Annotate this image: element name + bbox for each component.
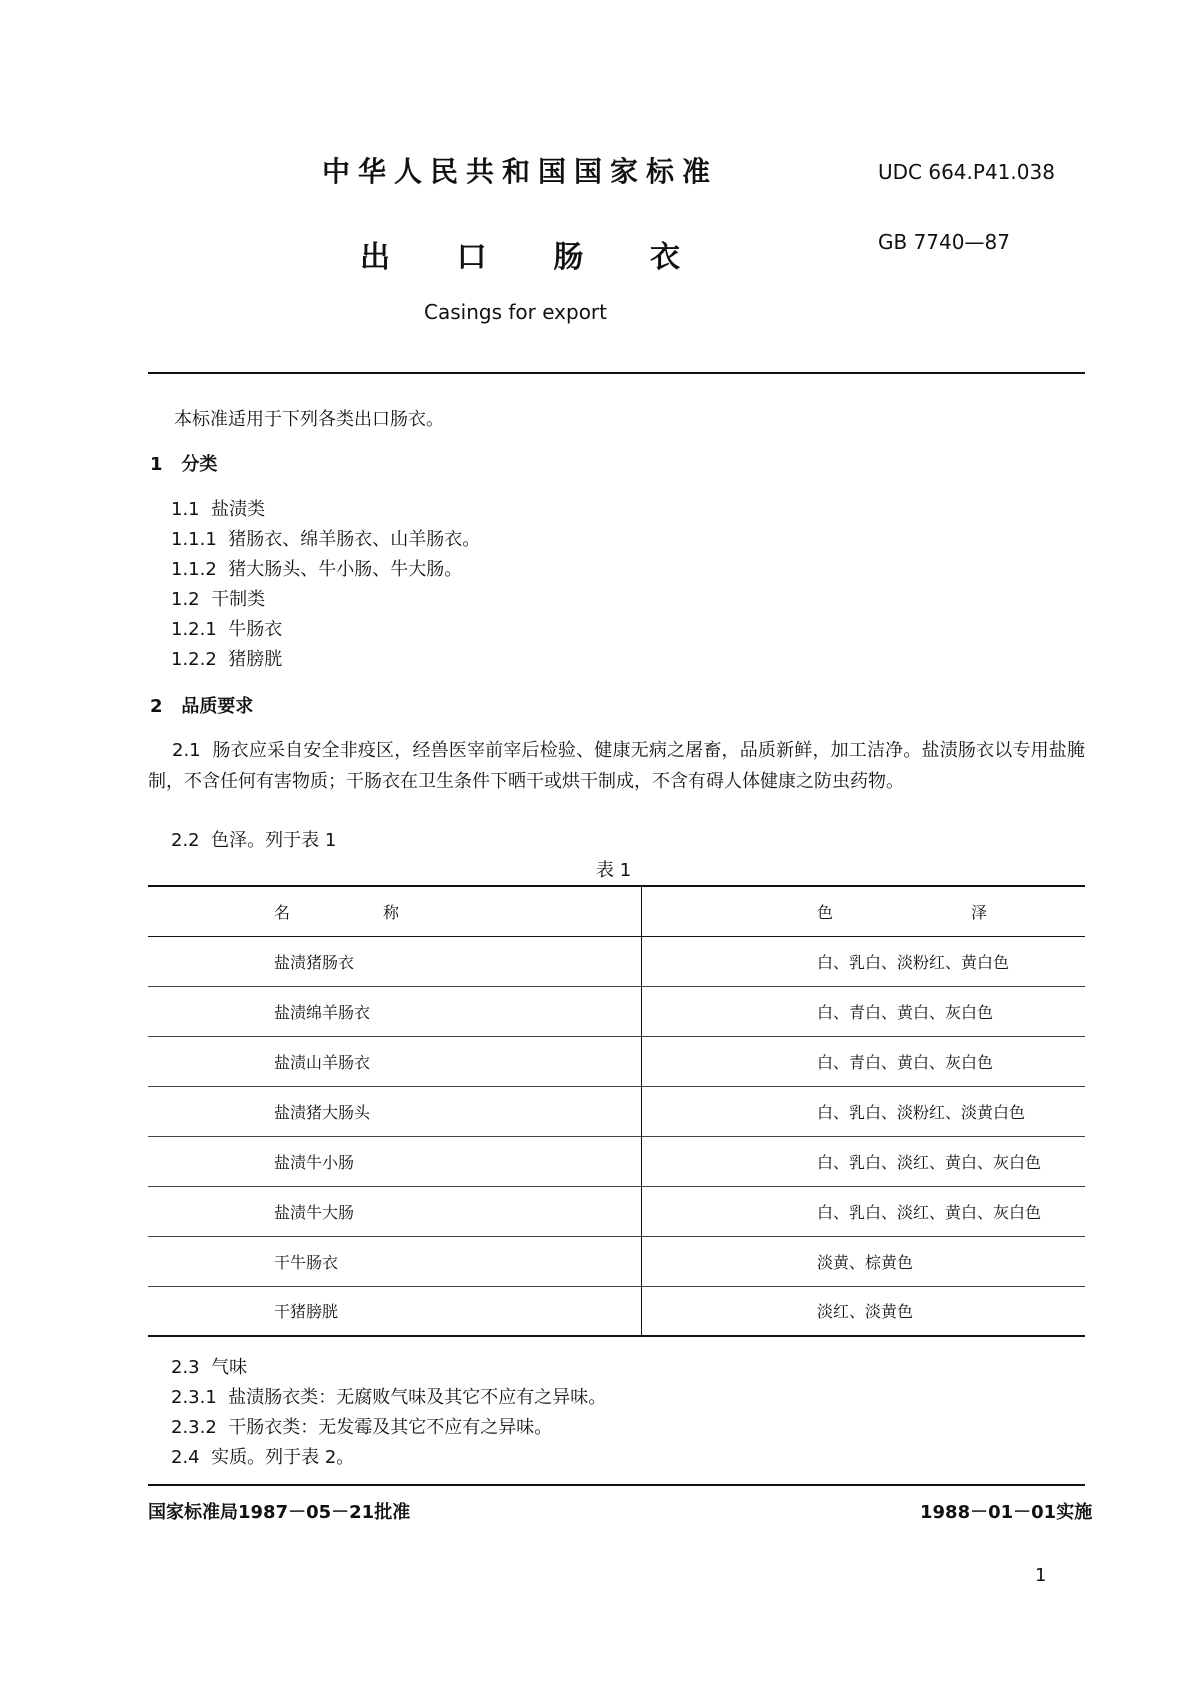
clause-number: 1.2.2 [171, 649, 217, 670]
clause-text: 色泽。列于表 1 [211, 830, 337, 851]
cell-name: 盐渍牛小肠 [148, 1136, 642, 1186]
udc-code: UDC 664.P41.038 [878, 160, 1055, 184]
cell-name: 盐渍绵羊肠衣 [148, 986, 642, 1036]
clause-text: 猪膀胱 [228, 649, 283, 670]
gb-number: GB 7740—87 [878, 230, 1010, 254]
header-name [148, 886, 642, 936]
clause-1-1-2 [171, 555, 462, 581]
cell-name: 盐渍猪肠衣 [148, 936, 642, 986]
cell-name: 盐渍牛大肠 [148, 1186, 642, 1236]
clause-number: 1.1.2 [171, 559, 217, 580]
clause-number: 1.1 [171, 499, 200, 520]
clause-text: 实质。列于表 2。 [211, 1447, 355, 1468]
clause-number: 1.2 [171, 589, 200, 610]
table-row [148, 1286, 1085, 1336]
clause-number: 2.4 [171, 1447, 200, 1468]
table-row [148, 1186, 1085, 1236]
clause-text: 气味 [211, 1357, 248, 1378]
color-table [148, 885, 1085, 1337]
header-char: 称 [382, 902, 399, 922]
header-char: 名 [274, 902, 291, 922]
clause-number: 2.1 [172, 740, 201, 761]
cell-color: 白、乳白、淡红、黄白、灰白色 [817, 1202, 1042, 1222]
title-char: 口 [456, 240, 487, 275]
cell-color: 白、青白、黄白、灰白色 [817, 1002, 994, 1022]
cell-color: 白、乳白、淡粉红、黄白色 [817, 952, 1010, 972]
table-row [148, 1236, 1085, 1286]
clause-2-2 [171, 826, 336, 852]
clause-2-3-2 [171, 1413, 552, 1439]
table-row [148, 936, 1085, 986]
clause-text: 盐渍类 [211, 499, 266, 520]
clause-1-1 [171, 495, 265, 521]
clause-text: 猪大肠头、牛小肠、牛大肠。 [228, 559, 463, 580]
clause-2-1 [148, 735, 1085, 797]
cell-color: 淡黄、棕黄色 [817, 1252, 914, 1272]
document-title [360, 232, 680, 276]
clause-1-2 [171, 585, 265, 611]
section-number: 2 [150, 696, 163, 717]
page-number: 1 [1035, 1565, 1047, 1586]
section-2-heading [150, 692, 253, 718]
effective-date: 1988－01－01实施 [920, 1502, 1093, 1523]
clause-text: 猪肠衣、绵羊肠衣、山羊肠衣。 [228, 529, 481, 550]
clause-text: 干制类 [211, 589, 266, 610]
clause-number: 1.2.1 [171, 619, 217, 640]
clause-text: 干肠衣类：无发霉及其它不应有之异味。 [228, 1417, 553, 1438]
section-title: 品质要求 [181, 696, 254, 717]
header-char: 色 [817, 902, 834, 922]
table-header-row [148, 886, 1085, 936]
table-row [148, 1036, 1085, 1086]
cell-color: 白、青白、黄白、灰白色 [817, 1052, 994, 1072]
clause-2-4 [171, 1443, 354, 1469]
clause-number: 2.3 [171, 1357, 200, 1378]
cell-name: 盐渍山羊肠衣 [148, 1036, 642, 1086]
clause-1-2-1 [171, 615, 282, 641]
header-rule [148, 372, 1085, 374]
title-char: 出 [360, 240, 390, 275]
section-title: 分类 [181, 454, 218, 475]
cell-color: 淡红、淡黄色 [817, 1302, 914, 1322]
title-char: 肠 [553, 240, 584, 275]
table-row [148, 1086, 1085, 1136]
clause-number: 2.3.1 [171, 1387, 217, 1408]
clause-2-3 [171, 1353, 247, 1379]
clause-1-1-1 [171, 525, 480, 551]
clause-number: 2.3.2 [171, 1417, 217, 1438]
footer-rule [148, 1484, 1085, 1486]
approval-date: 国家标准局1987－05－21批准 [148, 1502, 411, 1523]
clause-2-3-1 [171, 1383, 606, 1409]
cell-color: 白、乳白、淡粉红、淡黄白色 [817, 1102, 1026, 1122]
title-char: 衣 [649, 240, 680, 275]
section-1-heading [150, 450, 217, 476]
table-row [148, 1136, 1085, 1186]
cell-name: 干牛肠衣 [148, 1236, 642, 1286]
clause-1-2-2 [171, 645, 282, 671]
english-title: Casings for export [424, 300, 607, 324]
table-row [148, 986, 1085, 1036]
clause-text: 牛肠衣 [228, 619, 283, 640]
cell-color: 白、乳白、淡红、黄白、灰白色 [817, 1152, 1042, 1172]
header-char: 泽 [970, 902, 987, 922]
section-number: 1 [150, 454, 163, 475]
clause-number: 2.2 [171, 830, 200, 851]
table-caption: 表 1 [596, 860, 632, 881]
clause-text: 肠衣应采自安全非疫区，经兽医宰前宰后检验、健康无病之屠畜，品质新鲜，加工洁净。盐渍肠衣以专用盐腌制，不含任何有害物质；干肠衣在卫生条件下晒干或烘干制成，不含有碍人体健康之防虫药物。 [148, 740, 1085, 792]
clause-text: 盐渍肠衣类：无腐败气味及其它不应有之异味。 [228, 1387, 607, 1408]
intro-text: 本标准适用于下列各类出口肠衣。 [174, 409, 444, 430]
cell-name: 干猪膀胱 [148, 1286, 642, 1336]
header-color [642, 886, 1086, 936]
clause-number: 1.1.1 [171, 529, 217, 550]
standard-type: 中华人民共和国国家标准 [322, 155, 719, 188]
cell-name: 盐渍猪大肠头 [148, 1086, 642, 1136]
